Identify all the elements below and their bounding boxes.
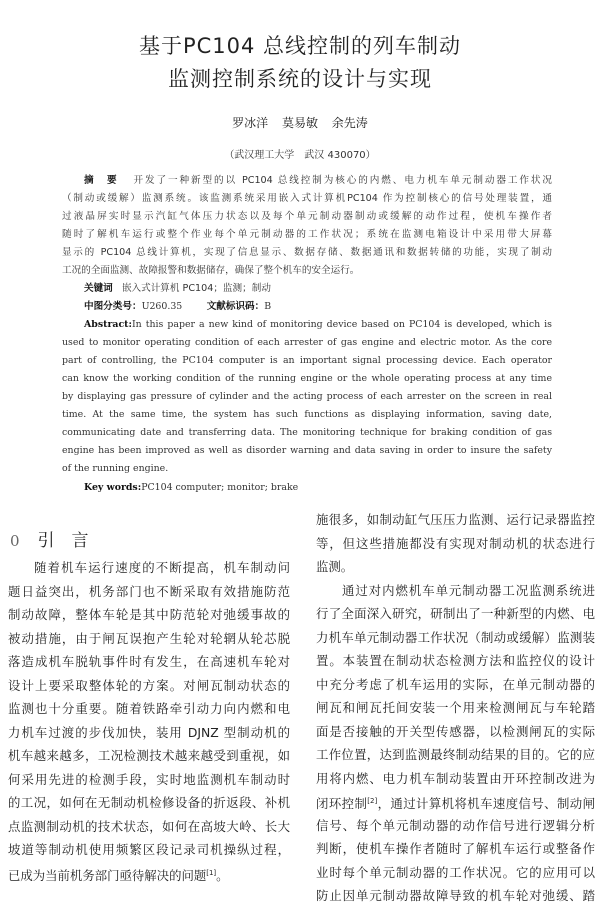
abstract-en-label: Abstract: <box>84 319 132 330</box>
body-text-line: 题日益突出，机务部门也不断采取有效措施防范 <box>8 583 290 599</box>
body-text: 闭环控制 <box>316 796 368 812</box>
body-text-line: 面是否接触的开关型传感器，以检测闸瓦的实际 <box>316 723 595 739</box>
keywords-en <box>62 479 552 497</box>
doc-code-label: 文献标识码： <box>206 301 265 312</box>
body-text-line: 点监测制动机的技术状态，如何在高坡大岭、长大 <box>8 818 290 834</box>
citation-ref[interactable]: [2] <box>367 797 378 805</box>
section-number: 0 <box>10 532 20 550</box>
section-title: 引 言 <box>37 531 89 551</box>
abstract-cn-line: 工况的全面监测、故障报警和数据储存，确保了整个机车的安全运行。 <box>62 265 360 276</box>
abstract-en-line: part of controlling, the PC104 computer is an important signal processing device. Each operator <box>62 355 552 366</box>
keywords-en-label: Key words: <box>84 482 142 493</box>
classification-label: 中图分类号： <box>84 301 142 312</box>
body-text-line: 制动故障，整体车轮是其中防范轮对弛缓事故的 <box>8 607 290 622</box>
abstract-cn-line: （制动或缓解）监测系统。该监测系统采用嵌入式计算机PC104 作为控制核心的信号处理装置，通 <box>62 193 552 204</box>
body-text-line: 等，但这些措施都没有实现对制动机的状态进行 <box>316 535 595 551</box>
body-text-line: 的工况，如何在无制动机检修设备的折返段、补机 <box>8 795 290 810</box>
paper-title-line-1: 基于PC104 总线控制的列车制动 <box>138 34 462 58</box>
body-text-line: 业时每个单元制动器的工作状况。它的应用可以 <box>316 864 595 880</box>
punct: 。 <box>216 867 229 883</box>
abstract-en-line: of the running engine. <box>62 463 169 474</box>
body-text-line: 机车越来越多，工况检测技术越来越受到重视，如 <box>8 748 290 763</box>
abstract-cn-line <box>62 172 552 190</box>
keywords-cn-label: 关键词 <box>84 283 113 294</box>
body-text-line: 力机车单元制动器工作状况（制动或缓解）监测装 <box>316 629 595 645</box>
authors: 罗冰洋 莫易敏 余先涛 <box>232 116 368 130</box>
keywords-cn <box>62 280 552 298</box>
keywords-en-value: PC104 computer; monitor; brake <box>141 482 299 493</box>
keywords-cn-value: 嵌入式计算机 PC104；监测；制动 <box>121 283 271 294</box>
abstract-cn-label: 摘 要 <box>84 175 119 186</box>
body-text-line <box>8 862 290 888</box>
body-text-line: 工作位置，达到监测最终制动结果的目的。它的应 <box>316 747 595 762</box>
body-text-line: 监测也十分重要。随着铁路牵引动力向内燃和电 <box>8 701 290 716</box>
abstract-en-line: time. At the same time, the system has such functions as displaying information, saving date, <box>62 409 552 420</box>
citation-ref[interactable]: [1] <box>206 868 217 877</box>
abstract-en-line: by displaying gas pressure of cylinder and the acting process of each arrester on the screen in real <box>62 391 552 402</box>
body-text-line: 判断，使机车操作者随时了解机车运行或整备作 <box>316 841 595 856</box>
abstract-en-line: communicating date and transferring data. The monitoring technique for braking condition of gas <box>62 427 552 438</box>
body-text-line: 何采用先进的检测手段，实时地监测机车制动时 <box>8 771 290 787</box>
abstract-en-line: used to monitor operating condition of each arrester of gas engine and electric motor. As the core <box>62 337 552 348</box>
classification <box>62 298 552 316</box>
body-text-line: 通过对内燃机车单元制动器工况监测系统进 <box>342 582 595 598</box>
abstract-en-text: In this paper a new kind of monitoring device based on PC104 is developed, which is <box>131 319 552 330</box>
body-text-line: 信号、每个单元制动器的动作信号进行逻辑分析 <box>316 817 595 833</box>
body-text-line: 中充分考虑了机车运用的实际，在单元制动器的 <box>316 676 595 692</box>
doc-code-value: B <box>264 301 272 312</box>
body-text-line: 用将内燃、电力机车制动装置由开环控制改进为 <box>316 770 595 786</box>
abstract-en-line: can know the working condition of the running engine or the whole operating process at any time <box>62 373 552 384</box>
abstract-cn-line: 过液晶屏实时显示汽缸气体压力状态以及每个单元制动器制动或缓解的动作过程，使机车操作者 <box>62 211 552 222</box>
abstract-cn-line: 显示的 PC104 总线计算机，实现了信息显示、数据存储、数据通讯和数据转储的功能，实现了制动 <box>62 247 552 258</box>
body-text-line: 设计上要采取整体轮的方案。对闸瓦制动状态的 <box>8 677 290 693</box>
body-text-line: 落造成机车脱轨事件时有发生，在高速机车轮对 <box>8 654 290 669</box>
abstract-en-line: engine has been improved as well as disorder warning and data saving in order to insure the safety <box>62 445 552 456</box>
body-text-line: 行了全面深入研究，研制出了一种新型的内燃、电 <box>316 606 595 621</box>
paper-title-line-2: 监测控制系统的设计与实现 <box>168 67 432 91</box>
body-text: 已成为当前机务部门亟待解决的问题 <box>8 867 207 883</box>
classification-value: U260.35 <box>141 301 183 312</box>
body-text-line <box>316 790 595 816</box>
body-text: ，通过计算机将机车速度信号、制动闸 <box>377 796 596 812</box>
abstract-en-line <box>62 316 552 334</box>
abstract-cn-line: 随时了解机车运行或整个作业每个单元制动器的工作状况；系统在监测电箱设计中采用带大屏幕 <box>62 229 552 240</box>
abstract-cn-text: 开发了一种新型的以 PC104 总线控制为核心的内燃、电力机车单元制动器工作状况 <box>133 175 553 186</box>
body-text-line: 施很多，如制动缸气压压力监测、运行记录器监控 <box>316 512 595 527</box>
affiliation: （武汉理工大学 武汉 430070） <box>224 150 376 161</box>
body-text-line: 坡道等制动机使用频繁区段记录司机操纵过程， <box>8 842 290 857</box>
body-text-line: 随着机车运行速度的不断提高，机车制动问 <box>34 560 290 575</box>
body-text-line: 监测。 <box>316 559 354 574</box>
body-text-line: 被动措施，由于闸瓦误抱产生轮对轮辋从轮芯脱 <box>8 630 290 646</box>
body-text-line: 防止因单元制动器故障导致的机车轮对弛缓、踏 <box>316 888 595 903</box>
body-text-line: 置。本装置在制动状态检测方法和监控仪的设计 <box>316 653 595 668</box>
section-heading <box>10 526 89 551</box>
body-text-line: 闸瓦和闸瓦托间安装一个用来检测闸瓦与车轮踏 <box>316 700 595 715</box>
body-text-line: 力机车过渡的步伐加快，装用 DJNZ 型制动机的 <box>8 724 290 740</box>
